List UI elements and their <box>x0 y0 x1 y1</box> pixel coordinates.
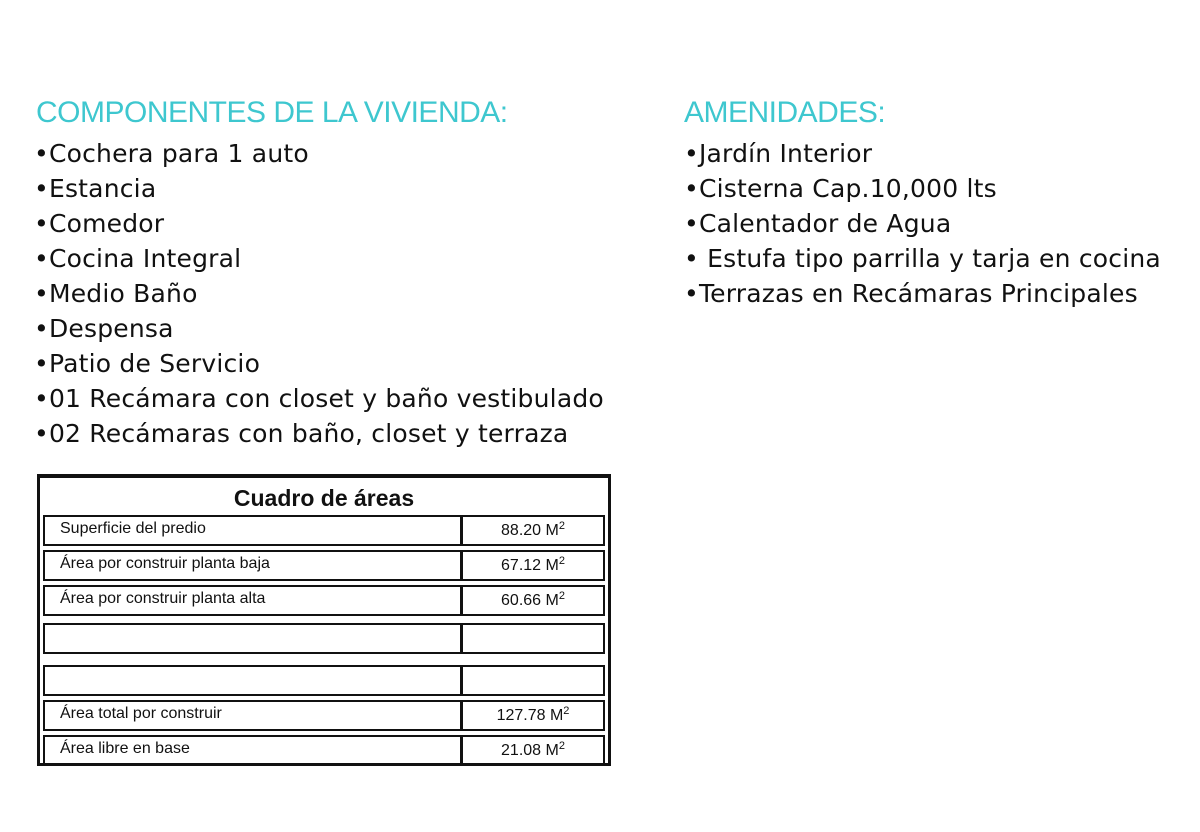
table-row <box>43 515 605 546</box>
area-label: Área libre en base <box>60 740 190 757</box>
area-unit-exponent: 2 <box>558 740 565 752</box>
area-value <box>463 520 603 540</box>
list-item: •Despensa <box>34 314 174 343</box>
amenities-list <box>684 136 1161 311</box>
table-row <box>43 735 605 766</box>
list-item: •Cochera para 1 auto <box>34 139 309 168</box>
area-unit: M <box>549 707 564 724</box>
area-label: Área por construir planta alta <box>60 590 266 607</box>
area-unit: M <box>545 522 559 539</box>
area-label: Área por construir planta baja <box>60 555 270 572</box>
area-table <box>37 474 611 766</box>
amenities-heading-colon: : <box>877 96 886 129</box>
list-item: •02 Recámaras con baño, closet y terraza <box>34 419 569 448</box>
list-item: • Estufa tipo parrilla y tarja en cocina <box>684 244 1161 273</box>
list-item: •Comedor <box>34 209 165 238</box>
list-item: •01 Recámara con closet y baño vestibulado <box>34 384 604 413</box>
area-number: 67.12 <box>501 557 542 574</box>
area-value <box>463 590 603 610</box>
list-item: •Calentador de Agua <box>684 209 952 238</box>
list-item: •Estancia <box>34 174 157 203</box>
area-unit: M <box>545 592 559 609</box>
table-row <box>43 665 605 696</box>
list-item: •Cisterna Cap.10,000 lts <box>684 174 997 203</box>
area-unit-exponent: 2 <box>558 555 565 567</box>
list-item: •Jardín Interior <box>684 139 873 168</box>
area-unit-exponent: 2 <box>558 590 565 602</box>
area-label: Superficie del predio <box>60 520 206 537</box>
area-number: 21.08 <box>501 742 542 759</box>
area-table-title: Cuadro de áreas <box>233 485 415 511</box>
components-heading: COMPONENTES DE LA VIVIENDA: <box>36 96 508 129</box>
table-row <box>43 700 605 731</box>
area-unit: M <box>545 742 559 759</box>
components-list <box>34 136 604 451</box>
area-unit-exponent: 2 <box>558 520 565 532</box>
table-row <box>43 585 605 616</box>
list-item: •Patio de Servicio <box>34 349 261 378</box>
area-value <box>463 555 603 575</box>
area-unit-exponent: 2 <box>563 705 570 717</box>
column-divider <box>460 665 463 696</box>
area-number: 88.20 <box>501 522 542 539</box>
list-item: •Medio Baño <box>34 279 198 308</box>
area-value <box>463 705 603 725</box>
list-item: •Cocina Integral <box>34 244 242 273</box>
amenities-heading-text: AMENIDADES <box>684 96 878 129</box>
list-item: •Terrazas en Recámaras Principales <box>684 279 1138 308</box>
column-divider <box>460 623 463 654</box>
area-label: Área total por construir <box>60 705 222 722</box>
area-number: 127.78 <box>496 707 546 724</box>
table-row <box>43 550 605 581</box>
area-number: 60.66 <box>501 592 542 609</box>
amenities-heading <box>684 96 885 130</box>
area-unit: M <box>545 557 559 574</box>
area-value <box>463 740 603 760</box>
table-row <box>43 623 605 654</box>
